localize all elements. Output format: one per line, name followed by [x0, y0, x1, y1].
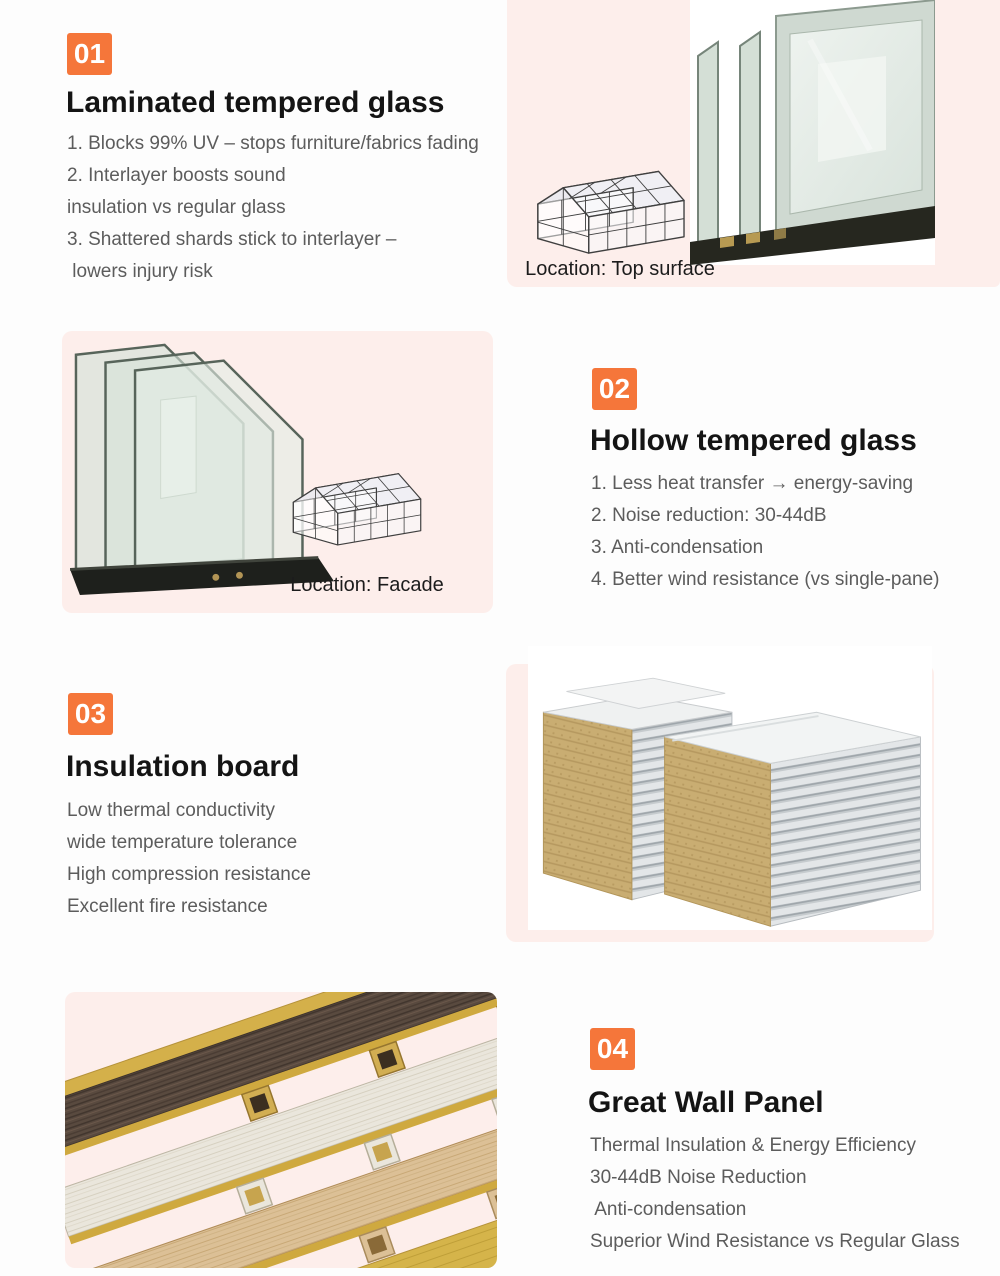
- product-photo-card: [507, 0, 1000, 287]
- section-title: Insulation board: [66, 750, 300, 783]
- feature-item: 1. Less heat transfer → energy-saving: [591, 473, 914, 494]
- insulation-board-photo: [528, 646, 932, 930]
- section-number-badge: 03: [68, 693, 113, 735]
- feature-list: [590, 1136, 960, 1264]
- product-photo-card: [62, 331, 493, 613]
- feature-item: wide temperature tolerance: [67, 832, 298, 853]
- section-number-badge: 01: [67, 33, 112, 75]
- greenhouse-location-icon: [287, 450, 469, 556]
- product-photo-card: [506, 664, 934, 942]
- feature-item: High compression resistance: [67, 864, 311, 885]
- section-title: Great Wall Panel: [588, 1086, 824, 1119]
- feature-item: 2. Interlayer boosts sound: [67, 165, 286, 186]
- location-caption: Location: Facade: [290, 574, 444, 596]
- greenhouse-location-icon: [525, 146, 745, 264]
- feature-item: Low thermal conductivity: [67, 800, 276, 821]
- feature-item: lowers injury risk: [67, 261, 213, 282]
- section-number-badge: 04: [590, 1028, 635, 1070]
- feature-item: 30-44dB Noise Reduction: [590, 1167, 807, 1188]
- feature-item: 1. Blocks 99% UV – stops furniture/fabrics fading: [67, 133, 479, 154]
- wall-panel-photo: [65, 992, 497, 1268]
- feature-item: 3. Shattered shards stick to interlayer –: [67, 229, 397, 250]
- section-title: Hollow tempered glass: [590, 424, 917, 457]
- feature-item: 2. Noise reduction: 30-44dB: [591, 505, 827, 526]
- section-number-badge: 02: [592, 368, 637, 410]
- location-caption: Location: Top surface: [525, 258, 715, 280]
- feature-list: [67, 801, 311, 929]
- feature-item: Anti-condensation: [590, 1199, 747, 1220]
- feature-item: 4. Better wind resistance (vs single-pane): [591, 569, 940, 590]
- feature-item: 3. Anti-condensation: [591, 537, 764, 558]
- feature-item: Thermal Insulation & Energy Efficiency: [590, 1135, 916, 1156]
- feature-list: [591, 474, 940, 602]
- feature-item: Superior Wind Resistance vs Regular Glass: [590, 1231, 960, 1252]
- feature-list: [67, 134, 479, 294]
- product-photo-card: [65, 992, 497, 1268]
- feature-item: Excellent fire resistance: [67, 896, 268, 917]
- feature-item: insulation vs regular glass: [67, 197, 286, 218]
- section-title: Laminated tempered glass: [66, 86, 445, 119]
